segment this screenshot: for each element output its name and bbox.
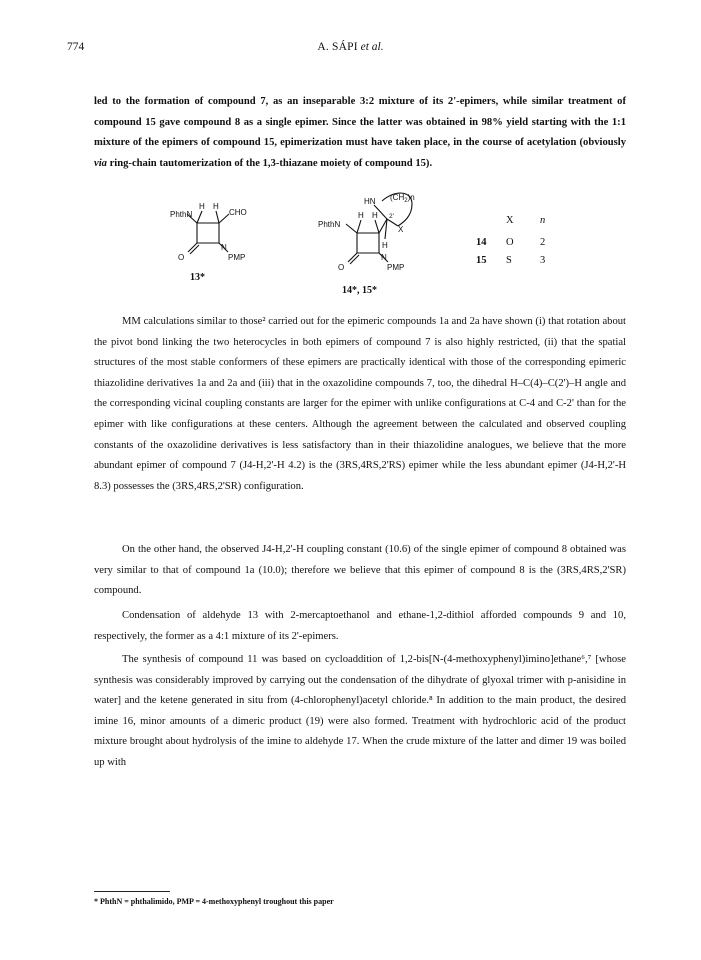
s14-two-prime: 2'	[389, 213, 394, 220]
paragraph-1-via: via	[94, 157, 107, 169]
s14-ch2n	[390, 193, 415, 204]
scheme-drawing	[94, 192, 626, 300]
table-row-14-x: O	[506, 237, 514, 248]
paragraph-1	[94, 92, 626, 174]
footnote: * PhthN = phthalimido, PMP = 4-methoxyphenyl troughout this paper	[94, 897, 334, 906]
s14-hn: HN	[364, 197, 376, 206]
table-header-x: X	[506, 215, 514, 226]
table-row-15-n: 3	[540, 255, 546, 266]
s13-pmp: PMP	[228, 253, 246, 262]
table-row-14-cmpd: 14	[476, 237, 487, 248]
s13-o: O	[178, 253, 185, 262]
page-number: 774	[67, 41, 85, 53]
running-head-author: A. SÁPI	[317, 41, 358, 53]
s13-cho: CHO	[229, 208, 247, 217]
s14-h1: H	[358, 211, 364, 220]
s13-h2: H	[213, 202, 219, 211]
s13-h1: H	[199, 202, 205, 211]
compound-13-label: 13*	[190, 272, 205, 283]
table-row-15-x: S	[506, 255, 512, 266]
chemical-scheme	[94, 192, 626, 300]
s13-phthn: PhthN	[170, 210, 193, 219]
s14-phthn: PhthN	[318, 220, 341, 229]
table-header-n: n	[540, 215, 546, 226]
paragraph-1-text-b: ring-chain tautomerization of the 1,3-thiazane moiety of compound 15).	[106, 157, 433, 169]
s14-pmp: PMP	[387, 263, 405, 272]
paragraph-4: Condensation of aldehyde 13 with 2-mercaptoethanol and ethane-1,2-dithiol afforded compounds 9 and 10, respectively, the former as a 4:1 mixture of its 2'-epimers.	[94, 610, 626, 642]
s14-x: X	[398, 225, 404, 234]
s14-ch2n-open: (CH	[390, 193, 405, 202]
s14-ch2n-sub: 2	[404, 198, 408, 204]
s14-n: N	[381, 253, 387, 262]
s13-n: N	[221, 243, 227, 252]
compound-14-15-label: 14*, 15*	[342, 285, 377, 296]
running-head-etal: et al.	[360, 41, 384, 53]
paragraph-2: MM calculations similar to those² carried out for the epimeric compounds 1a and 2a have shown (i) that rotation about the pivot bond linking the two heterocycles in both epimers of compound 7 is also highly restricted, (ii) that the spatial structures of the most stable conformers of these epimers are practically identical with those of the corresponding epimeric thiazolidine derivatives 1a and 2a and (iii) that in the oxazolidine compounds 7, too, the dihedral H–C(4)–C(2')–H angle and the corresponding vicinal coupling constants are larger for the epimer with unlike configurations at C-4 and C-2' than for the epimer with like configurations at these centers. Although the agreement between the calculated and observed coupling constants of the oxazolidine derivatives is less satisfactory than in their thiazolidine analogues, we believe that the more abundant epimer of compound 7 (J4-H,2'-H 4.2) is the (3RS,4RS,2'RS) epimer while the less abundant epimer (J4-H,2'-H 8.3) possesses the (3RS,4RS,2'SR) configuration.	[94, 316, 626, 492]
running-head	[0, 41, 701, 53]
table-row-14-n: 2	[540, 237, 546, 248]
paragraph-5: The synthesis of compound 11 was based on cycloaddition of 1,2-bis[N-(4-methoxyphenyl)imino]ethane⁶,⁷ [whose synthesis was considerably improved by carrying out the condensation of the dihydrate of glyoxal trimer with p-anisidine in water] and the ketene generated in situ from (4-chlorophenyl)acetyl chloride.⁸ In addition to the main product, the desired imine 16, minor amounts of a dimeric product (19) were also formed. Treatment with hydrochloric acid of the product mixture brought about hydrolysis of the imine to aldehyde 17. When the crude mixture of the latter and dimer 19 was boiled up with	[94, 654, 626, 768]
s14-o: O	[338, 263, 345, 272]
s14-h2: H	[372, 211, 378, 220]
footnote-rule	[94, 891, 170, 892]
table-row-15-cmpd: 15	[476, 255, 487, 266]
paragraph-3: On the other hand, the observed J4-H,2'-H coupling constant (10.6) of the single epimer of compound 8 obtained was very similar to that of compound 1a (10.0); therefore we believe that this epimer of compound 8 is the (3RS,4RS,2'SR) compound.	[94, 544, 626, 597]
s14-h3: H	[382, 241, 388, 250]
s14-ch2n-close: )n	[407, 193, 415, 202]
paragraph-1-text-a: led to the formation of compound 7, as an inseparable 3:2 mixture of its 2'-epimers, while similar treatment of compound 15 gave compound 8 as a single epimer. Since the latter was obtained in 98% yield starting with the 1:1 mixture of the epimers of compound 15, epimerization must have taken place, in the course of acetylation (obviously	[94, 96, 626, 149]
